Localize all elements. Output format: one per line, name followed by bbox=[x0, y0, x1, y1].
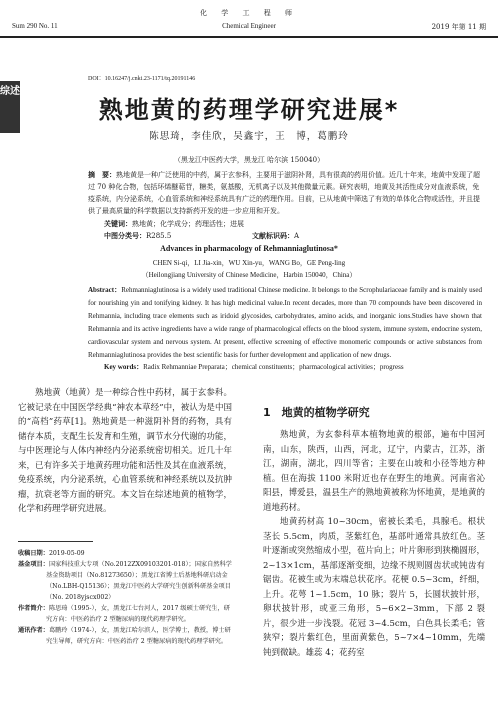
clc-value: R285.5 bbox=[146, 232, 172, 240]
footnote-text: 葛鹏玲（1974-），女，黑龙江哈尔滨人，医学博士，教授，博士研究生导师，研究方向：中医药治疗 2 型糖尿病的现代药理学研究。 bbox=[46, 627, 231, 645]
section-1-paragraph-2: 地黄药材高 10~30cm，密被长柔毛，具腺毛。根状茎长 5.5cm，肉质，茎紫红色，基部叶通常具放红色。茎叶逐渐或突然缩成小型，苞片向上；叶片卵形到狭椭圆形，2~13×1cm，基部逐渐变细，边缘不规则圆齿状或钝齿有锯齿。花被生或为末端总状花序。花梗 0.5~3cm，纤细，上升。花萼 1~1.5cm，10 脉；裂片 5，长圆状披针形，卵状披针形，或亚三角形，5~6×2~3mm，下部 2 裂片，很少进一步浅裂。花冠 3~4.5cm，白色具长柔毛；管狭窄；裂片紫红色，里面黄紫色，5~7×4~10mm，先端钝到微缺。雄蕊 4；花药室 bbox=[263, 517, 485, 658]
document-code bbox=[252, 231, 299, 241]
issue-number-left: Sum 290 No. 11 bbox=[12, 22, 58, 30]
keywords-cn-label: 关键词： bbox=[104, 219, 132, 228]
intro-column bbox=[18, 386, 232, 517]
abstract-cn-label: 摘 要： bbox=[88, 170, 116, 179]
footnote-author-bio bbox=[18, 603, 232, 625]
footnotes bbox=[18, 548, 232, 647]
affiliation-en: （Heilongjiang University of Chinese Medicine，Harbin 150040，China） bbox=[141, 271, 357, 279]
document-code-value: A bbox=[294, 232, 300, 240]
authors-en: CHEN Si-qi，LI Jia-xin，WU Xin-yu，WANG Bo，GE Peng-ling bbox=[152, 259, 346, 267]
keywords-cn-text: 熟地黄；化学成分；药理活性；进展 bbox=[132, 220, 244, 228]
abstract-cn bbox=[88, 169, 482, 217]
keywords-en-text: Radix Rehmanniae Preparata；chemical constituents；pharmacological activities；progress bbox=[143, 363, 404, 371]
abstract-en-text: Rehmanniaglutinosa is a widely used traditional Chinese medicine. It belongs to the Scrophulariaceae family and is mainly used for nourishing yin and tonifying kidney. It has high medicinal value.In recent decades, more than 70 compounds have been discovered in Rehmannia, including trace elements such as iridoid glycosides, carbohydrates, amino acids, and inorganic ions.Studies have shown that Rehmannia and its active ingredients have a wide range of pharmacological effects on the blood system, immune system, endocrine system, cardiovascular system and nervous system. At present, effective screening of effective monomeric compounds or active substances from Rehmanniaglutinosa provides the best scientific basis for further development and application of new drugs. bbox=[88, 286, 482, 359]
footnote-text: 陈思琦（1995-），女，黑龙江七台河人，2017 级硕士研究生，研究方向：中医药治疗 2 型糖尿病的现代药理学研究。 bbox=[46, 605, 230, 623]
section-heading-1: 1 地黄的植物学研究 bbox=[263, 406, 370, 419]
section-1-body bbox=[263, 428, 485, 660]
keywords-cn bbox=[104, 219, 244, 229]
journal-name-cn: 化 学 工 程 师 bbox=[200, 9, 298, 17]
header-rule bbox=[0, 36, 498, 38]
clc-label: 中图分类号： bbox=[104, 231, 146, 240]
abstract-en bbox=[88, 284, 482, 362]
keywords-en-label: Key words： bbox=[104, 363, 144, 371]
section-1-paragraph-1: 熟地黄，为玄参科草本植物地黄的根部，遍布中国河南，山东，陕西，山西，河北，辽宁，内蒙古，江苏，浙江，湖南，湖北，四川等省；主要在山坡和小径等地方种植。但在海拔 1100 米附近也存在野生的地黄。河南省沁阳县，博爱县，温县生产的熟地黄被称为怀地黄，是地黄的道地药材。 bbox=[263, 430, 485, 513]
intro-paragraph: 熟地黄（地黄）是一种综合性中药材，属于玄参科。它被记录在中国医学经典“神农本草经”中，被认为是中国的“高档”药草[1]。熟地黄是一种滋阴补肾的药物，具有储存本质，支配生长发育和生殖，调节水分代谢的功能，与中医理论与人体内神经内分泌系统密切相关。近几十年来，已有许多关于地黄药理功能和活性及其在血液系统，免疫系统，内分泌系统，心血管系统和神经系统以及抗肿瘤，抗衰老等方面的研究。本文旨在综述地黄的植物学，化学和药理学研究进展。 bbox=[18, 388, 232, 514]
document-code-label: 文献标识码： bbox=[252, 231, 294, 240]
footnote-funding bbox=[18, 559, 232, 603]
footnote-label: 收稿日期： bbox=[18, 550, 49, 557]
authors-cn: 陈思琦，李佳欣，吴鑫宇，王 博，葛鹏玲 bbox=[149, 131, 349, 142]
footnote-received bbox=[18, 548, 232, 559]
footnote-text: 2019-05-09 bbox=[48, 550, 85, 557]
paper-title-en: Advances in pharmacology of Rehmanniaglutinosa* bbox=[160, 244, 338, 253]
clc-number bbox=[104, 231, 171, 241]
abstract-en-label: Abstract： bbox=[88, 286, 122, 294]
footnote-label: 通讯作者： bbox=[18, 627, 49, 634]
footnote-text: 国家科技重大专项（No.2012ZX09103201-018）；国家自然科学基金资助项目（No.81273650）；黑龙江省博士后基地科研启动金（No.LBH-Q15136）；黑龙江中医药大学研究生创新科研基金项目（No. 2018yjscx002） bbox=[46, 561, 232, 601]
footnote-corresponding bbox=[18, 625, 232, 647]
footnote-label: 作者简介： bbox=[18, 605, 49, 612]
affiliation-cn: （黑龙江中医药大学，黑龙江 哈尔滨 150040） bbox=[173, 156, 325, 164]
abstract-cn-text: 熟地黄是一种广泛使用的中药，属于玄参科，主要用于滋阴补肾，具有很高的药用价值。近几十年来，地黄中发现了超过 70 种化合物，包括环烯醚萜苷，糖类，氨基酸，无机离子以及其他微量元素。研究表明，地黄及其活性成分对血液系统，免疫系统，内分泌系统，心血管系统和神经系统具有广泛的药理作用。目前，已从地黄中筛选了有效的单体化合物或活性，并且提供了最高质量的科学数据以支持新药开发的进一步应用和开发。 bbox=[88, 171, 480, 215]
doi: DOI：10.16247/j.cnki.23-1171/tq.20191146 bbox=[88, 76, 196, 82]
footnote-label: 基金项目： bbox=[18, 561, 49, 568]
section-tag: 综述 bbox=[0, 81, 20, 133]
issue-number-right: 2019 年第 11 期 bbox=[431, 23, 486, 31]
keywords-en bbox=[104, 362, 484, 372]
footnote-rule bbox=[18, 541, 93, 542]
paper-title: 熟地黄的药理学研究进展* bbox=[98, 96, 400, 124]
journal-name-en: Chemical Engineer bbox=[222, 22, 276, 30]
